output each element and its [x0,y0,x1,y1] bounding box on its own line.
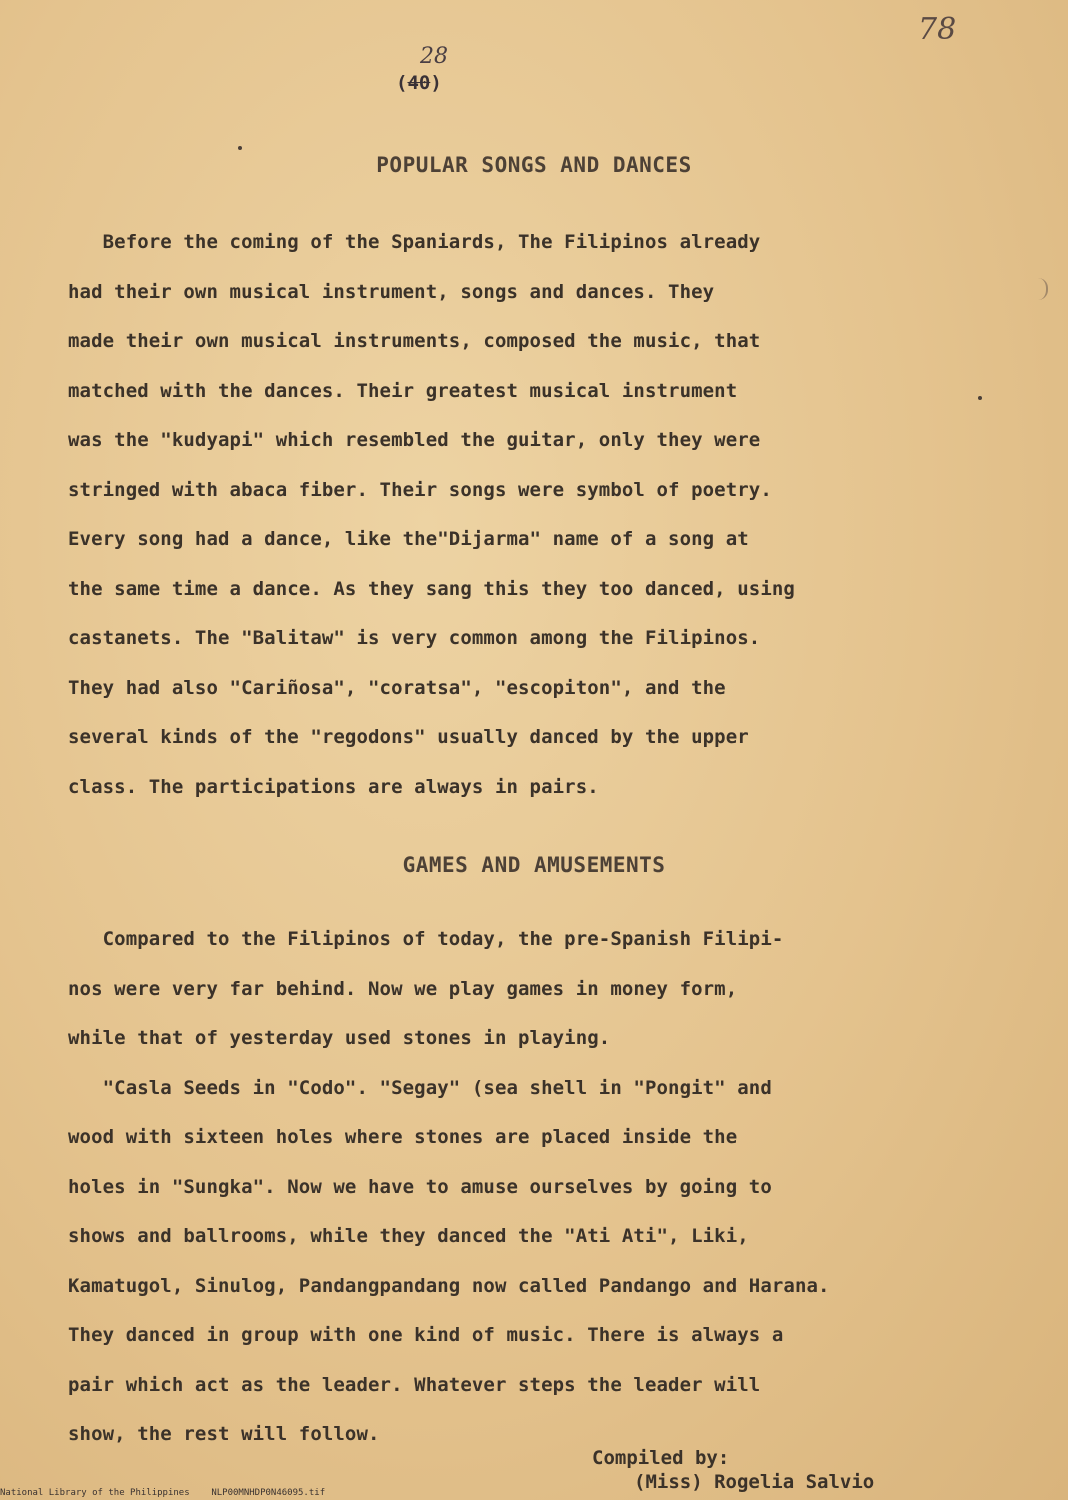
signature-block [592,1446,874,1494]
text-line: stringed with abaca fiber. Their songs were symbol of poetry. [68,478,772,501]
text-line: made their own musical instruments, composed the music, that [68,330,761,352]
text-line: class. The participations are always in pairs. [68,775,599,798]
text-line: show, the rest will follow. [68,1423,380,1445]
text-line: holes in "Sungka". Now we have to amuse ourselves by going to [68,1175,772,1198]
text-line: Before the coming of the Spaniards, The Filipinos already [68,231,761,253]
handwritten-page-number: 28 [420,44,448,69]
text-line: "Casla Seeds in "Codo". "Segay" (sea shell in "Pongit" and [68,1076,772,1099]
struck-page-number [396,72,442,94]
ink-dot [238,146,242,150]
text-line: wood with sixteen holes where stones are placed inside the [68,1126,738,1148]
signature-name: (Miss) Rogelia Salvio [634,1471,875,1493]
text-line: Compared to the Filipinos of today, the pre-Spanish Filipi- [68,928,784,950]
signature-label: Compiled by: [592,1447,730,1469]
paragraph-games [68,915,1058,1460]
struck-number-open: ( [396,72,408,94]
archive-caption: National Library of the Philippines NLP00MNHDP0N46095.tif [0,1488,326,1498]
section-heading-songs: POPULAR SONGS AND DANCES [376,153,692,177]
text-line: They had also "Cariñosa", "coratsa", "escopiton", and the [68,676,726,699]
paragraph-songs [68,218,1058,812]
text-line: nos were very far behind. Now we play games in money form, [68,977,738,1000]
text-line: Kamatugol, Sinulog, Pandangpandang now called Pandango and Harana. [68,1274,830,1297]
text-line: while that of yesterday used stones in playing. [68,1027,611,1049]
text-line: pair which act as the leader. Whatever steps the leader will [68,1373,761,1396]
text-line: Every song had a dance, like the"Dijarma" name of a song at [68,528,749,550]
text-line: castanets. The "Balitaw" is very common among the Filipinos. [68,627,761,649]
struck-number-value: 40 [407,72,431,94]
text-line: shows and ballrooms, while they danced the "Ati Ati", Liki, [68,1225,749,1247]
text-line: was the "kudyapi" which resembled the guitar, only they were [68,429,761,451]
page-number: 78 [918,12,957,47]
text-line: the same time a dance. As they sang this they too danced, using [68,577,795,600]
text-line: had their own musical instrument, songs and dances. They [68,280,715,303]
struck-number-close: ) [430,72,442,94]
text-line: They danced in group with one kind of music. There is always a [68,1324,784,1346]
section-heading-games: GAMES AND AMUSEMENTS [402,853,666,877]
text-line: matched with the dances. Their greatest musical instrument [68,379,738,402]
text-line: several kinds of the "regodons" usually danced by the upper [68,726,749,748]
